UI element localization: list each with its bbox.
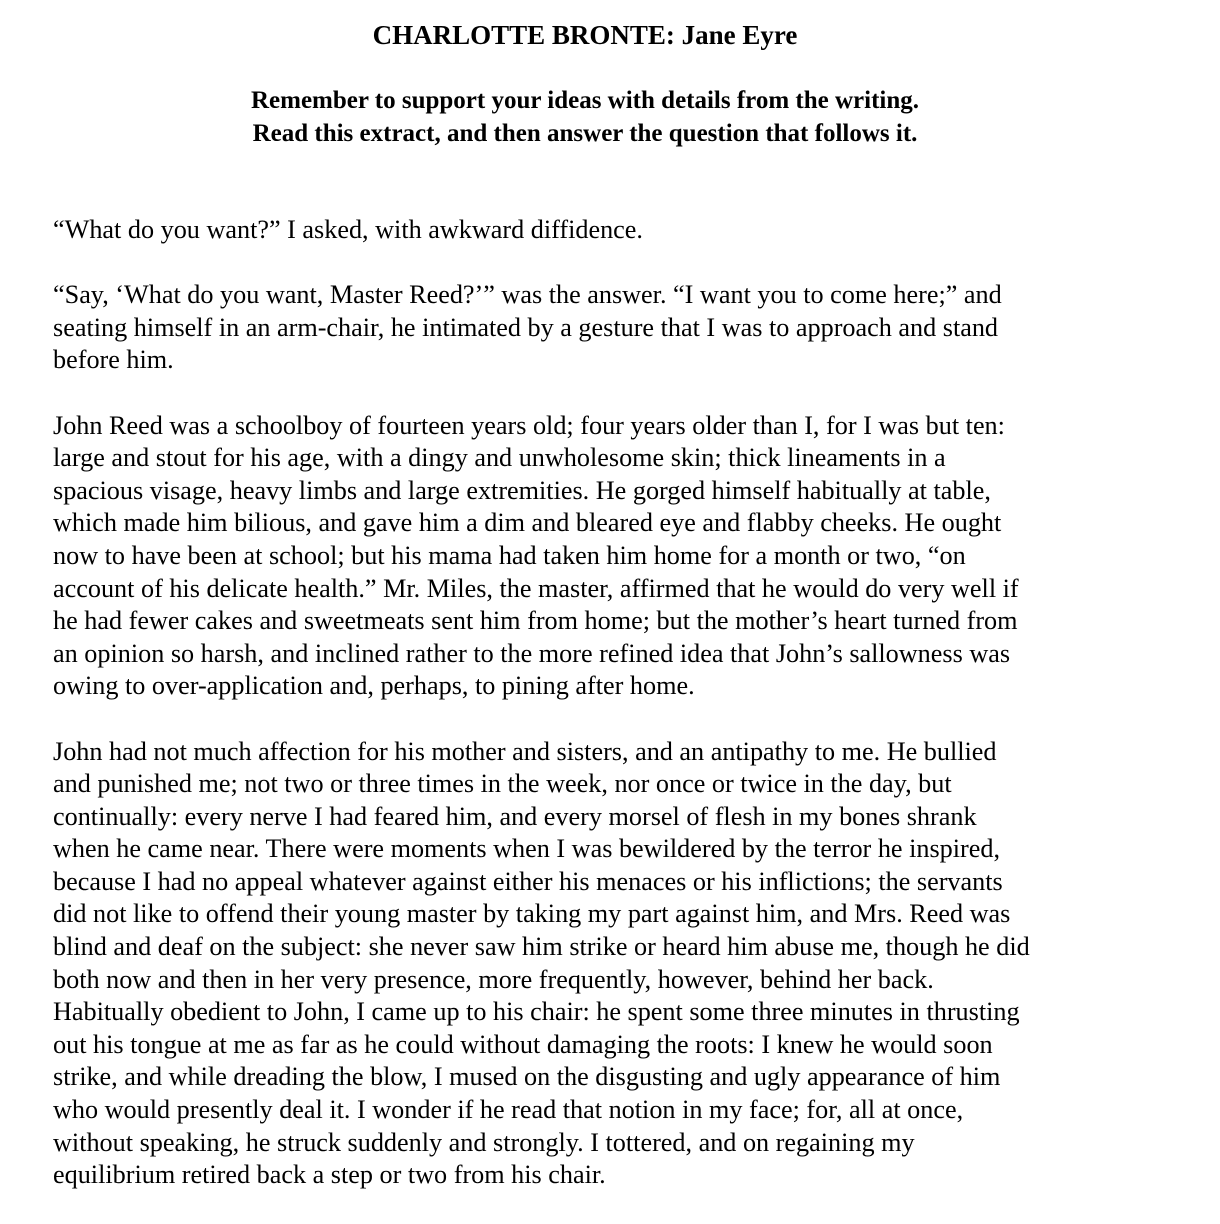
text-line: before him. (53, 345, 174, 375)
extract-paragraph (53, 736, 1213, 1192)
extract-paragraph (53, 279, 1213, 377)
instruction-line: Read this extract, and then answer the question that follows it. (252, 120, 918, 147)
text-line: strike, and while dreading the blow, I mused on the disgusting and ugly appearance of him (53, 1062, 1001, 1092)
text-line: and punished me; not two or three times in the week, nor once or twice in the day, but (53, 769, 952, 799)
text-line: spacious visage, heavy limbs and large extremities. He gorged himself habitually at table, (53, 475, 991, 505)
extract-paragraph (53, 214, 1213, 247)
extract-text (53, 214, 1213, 1224)
text-line: which made him bilious, and gave him a dim and bleared eye and flabby cheeks. He ought (53, 508, 1002, 538)
text-line: because I had no appeal whatever against either his menaces or his inflictions; the servants (53, 866, 1003, 896)
text-line: “Say, ‘What do you want, Master Reed?’” was the answer. “I want you to come here;” and (53, 280, 1002, 310)
text-line: when he came near. There were moments when I was bewildered by the terror he inspired, (53, 834, 1000, 864)
text-line: an opinion so harsh, and inclined rather to the more refined idea that John’s sallowness was (53, 638, 1011, 668)
exam-instructions (0, 84, 1170, 150)
text-line: without speaking, he struck suddenly and strongly. I tottered, and on regaining my (53, 1127, 915, 1157)
text-line: large and stout for his age, with a dingy and unwholesome skin; thick lineaments in a (53, 443, 946, 473)
text-line: now to have been at school; but his mama had taken him home for a month or two, “on (53, 540, 966, 570)
text-line: owing to over-application and, perhaps, to pining after home. (53, 671, 695, 701)
text-line: seating himself in an arm-chair, he intimated by a gesture that I was to approach and stand (53, 312, 999, 342)
extract-paragraph (53, 410, 1213, 703)
text-line: John Reed was a schoolboy of fourteen years old; four years older than I, for I was but ten: (53, 410, 1005, 440)
text-line: Habitually obedient to John, I came up to his chair: he spent some three minutes in thrusting (53, 997, 1020, 1027)
text-line: who would presently deal it. I wonder if he read that notion in my face; for, all at once, (53, 1095, 964, 1125)
text-line: “What do you want?” I asked, with awkward diffidence. (53, 215, 643, 244)
text-line: both now and then in her very presence, more frequently, however, behind her back. (53, 964, 934, 994)
text-line: blind and deaf on the subject: she never saw him strike or heard him abuse me, though he did (53, 932, 1030, 962)
document-title: CHARLOTTE BRONTE: Jane Eyre (372, 20, 798, 50)
text-line: account of his delicate health.” Mr. Miles, the master, affirmed that he would do very well if (53, 573, 1019, 603)
text-line: continually: every nerve I had feared him, and every morsel of flesh in my bones shrank (53, 801, 977, 831)
text-line: equilibrium retired back a step or two from his chair. (53, 1160, 606, 1190)
text-line: out his tongue at me as far as he could without damaging the roots: I knew he would soon (53, 1029, 993, 1059)
text-line: did not like to offend their young master by taking my part against him, and Mrs. Reed was (53, 899, 1011, 929)
instruction-line: Remember to support your ideas with details from the writing. (250, 87, 920, 114)
text-line: John had not much affection for his mother and sisters, and an antipathy to me. He bullied (53, 736, 997, 766)
text-line: he had fewer cakes and sweetmeats sent him from home; but the mother’s heart turned from (53, 606, 1018, 636)
